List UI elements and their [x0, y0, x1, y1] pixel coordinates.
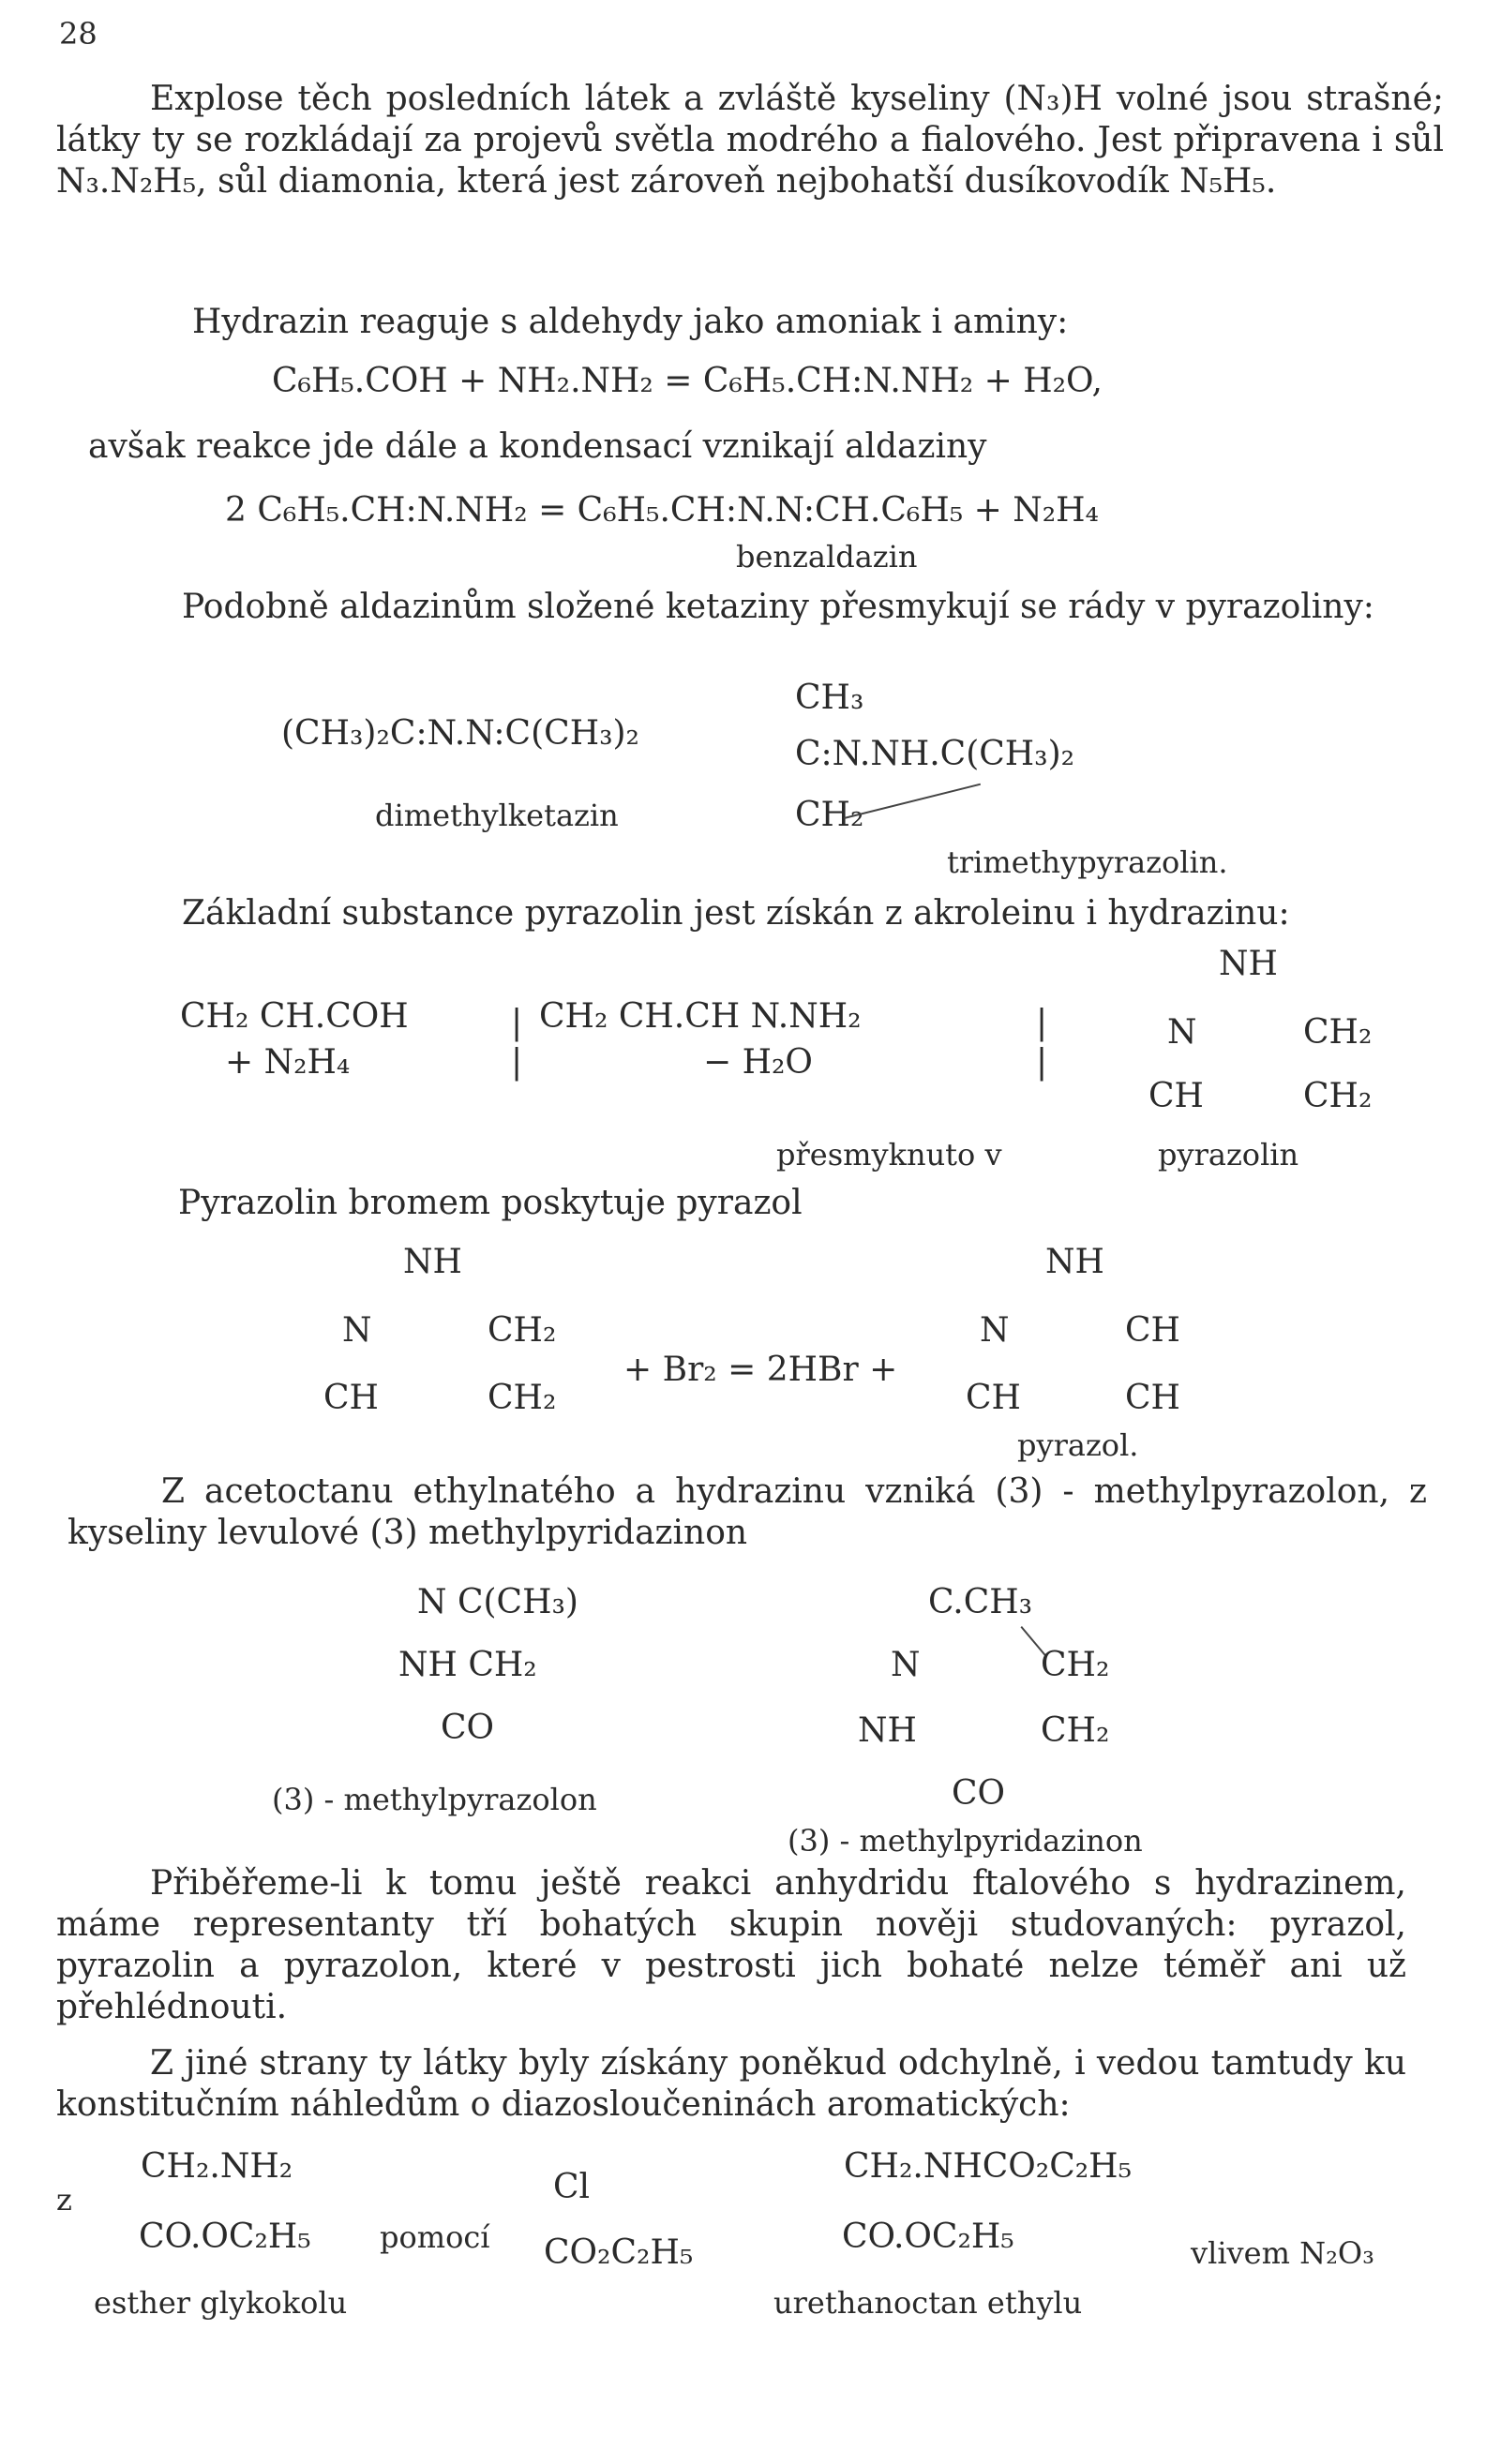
aldazin-intro: avšak reakce jde dále a kondensací vznikají aldaziny: [88, 427, 987, 466]
final-vlivem: vlivem N₂O₃: [1191, 2235, 1374, 2271]
ring-bond-line: [844, 784, 981, 819]
urethan-row-1: CH₂.NHCO₂C₂H₅: [844, 2147, 1133, 2186]
paragraph-ftalovy-text: Přiběřeme-li k tomu ještě reakci anhydridu ftalového s hydrazinem, máme representanty tří bohatých skupin nověji studovaných: pyrazol, pyrazolin a pyrazolon, které v pestrosti jich bohaté nelze téměř ani už přehlédnouti.: [56, 1864, 1406, 2026]
ester-row-2: CO.OC₂H₅: [139, 2218, 311, 2256]
label-presmyknuto: přesmyknuto v: [776, 1137, 1002, 1172]
left-ring-ch2-b: CH₂: [488, 1379, 557, 1417]
label-dimethylketazin: dimethylketazin: [375, 798, 619, 833]
pyridazinon-nh: NH: [858, 1711, 917, 1750]
pyrazolin-n: N: [1167, 1013, 1197, 1052]
ketazin-formula: (CH₃)₂C:N.N:C(CH₃)₂: [281, 714, 639, 753]
page-number: 28: [59, 16, 98, 52]
pyrazolin-ch2-b: CH₂: [1303, 1077, 1373, 1115]
paragraph-pyrazolin-text: Základní substance pyrazolin jest získán z akroleinu i hydrazinu:: [182, 894, 1290, 933]
right-ring-ch-b: CH: [966, 1379, 1021, 1417]
paragraph-explosions-text: Explose těch posledních látek a zvláště kyseliny (N₃)H volné jsou strašné; látky ty se rozkládají za projevů světla modrého a fialového. Jest připravena i sůl N₃.N₂H₅, sůl diamonia, která jest zároveň nejbohatší dusíkovodík N₅H₅.: [56, 80, 1444, 201]
pyrazolin-ch: CH: [1148, 1077, 1204, 1115]
label-methylpyrazolon: (3) - methylpyrazolon: [272, 1782, 597, 1817]
pyrazolin-ch2: CH₂: [795, 796, 864, 834]
paragraph-diazo: [56, 2043, 1406, 2126]
pyrazolin-ch3: CH₃: [795, 679, 864, 717]
ester-row-1: CH₂.NH₂: [141, 2147, 293, 2186]
minus-water: − H₂O: [703, 1043, 813, 1082]
paragraph-ketaziny-text: Podobně aldazinům složené ketaziny přesmykují se rády v pyrazoliny:: [182, 588, 1374, 626]
left-ring-nh: NH: [403, 1243, 462, 1281]
pyridazinon-n: N: [891, 1646, 921, 1684]
right-ring-ch-c: CH: [1125, 1379, 1180, 1417]
pyridazinon-ch2-a: CH₂: [1041, 1646, 1110, 1684]
akrolein-formula: CH₂ CH.COH: [180, 997, 409, 1036]
paragraph-diazo-text: Z jiné strany ty látky byly získány poněkud odchylně, i vedou tamtudy ku konstitučním náhledům o diazosloučeninách aromatických:: [56, 2044, 1406, 2124]
pyrazolin-ring-row: C:N.NH.C(CH₃)₂: [795, 735, 1075, 773]
pyrazol-intro: Pyrazolin bromem poskytuje pyrazol: [178, 1184, 803, 1222]
pyrazolon-row-3: CO: [441, 1709, 495, 1747]
label-pyrazol: pyrazol.: [1017, 1427, 1139, 1463]
paragraph-pyrazolin: [88, 893, 1429, 934]
bracket-4: |: [1036, 1043, 1048, 1082]
label-pyrazolin: pyrazolin: [1158, 1137, 1299, 1172]
pyrazolin-nh: NH: [1219, 945, 1278, 983]
pyridazinon-co: CO: [952, 1774, 1006, 1813]
hydrazin-intro: Hydrazin reaguje s aldehydy jako amoniak i aminy:: [192, 303, 1069, 341]
equation-hydrazone: C₆H₅.COH + NH₂.NH₂ = C₆H₅.CH:N.NH₂ + H₂O,: [272, 362, 1103, 400]
label-trimethylpyrazolin: trimethypyrazolin.: [947, 844, 1228, 880]
paragraph-ketaziny: [88, 587, 1429, 628]
label-benzaldazin: benzaldazin: [736, 539, 918, 575]
akrolein-plus-hydrazin: + N₂H₄: [225, 1043, 351, 1082]
chlor-row-1: Cl: [553, 2168, 591, 2206]
bromination-reagents: + Br₂ = 2HBr +: [623, 1351, 898, 1389]
right-ring-ch-a: CH: [1125, 1311, 1180, 1350]
final-z: z: [56, 2182, 72, 2218]
equation-aldazin: 2 C₆H₅.CH:N.NH₂ = C₆H₅.CH:N.N:CH.C₆H₅ + N₂H₄: [225, 491, 1099, 530]
paragraph-pyrazolon: [68, 1471, 1427, 1554]
bracket-2: |: [511, 1043, 523, 1082]
paragraph-pyrazolon-text: Z acetoctanu ethylnatého a hydrazinu vzniká (3) - methylpyrazolon, z kyseliny levulové (3) methylpyridazinon: [68, 1472, 1427, 1552]
label-ester-glykokolu: esther glykokolu: [94, 2285, 348, 2321]
left-ring-ch: CH: [323, 1379, 379, 1417]
label-urethanoctan: urethanoctan ethylu: [773, 2285, 1083, 2321]
final-pomoci: pomocí: [380, 2219, 490, 2255]
bracket-1: |: [511, 1004, 523, 1042]
left-ring-n: N: [342, 1311, 372, 1350]
paragraph-explosions: [56, 79, 1444, 202]
paragraph-ftalovy: [56, 1863, 1406, 2028]
label-methylpyridazinon: (3) - methylpyridazinon: [788, 1823, 1143, 1859]
pyrazolon-row-1: N C(CH₃): [417, 1583, 578, 1621]
pyridazinon-ch2-b: CH₂: [1041, 1711, 1110, 1750]
pyridazinon-c-ch3: C.CH₃: [928, 1583, 1033, 1621]
intermediate-formula: CH₂ CH.CH N.NH₂: [539, 997, 862, 1036]
urethan-row-2: CO.OC₂H₅: [842, 2218, 1014, 2256]
chlor-row-2: CO₂C₂H₅: [544, 2233, 694, 2272]
bracket-3: |: [1036, 1004, 1048, 1042]
right-ring-n: N: [980, 1311, 1010, 1350]
left-ring-ch2-a: CH₂: [488, 1311, 557, 1350]
right-ring-nh: NH: [1045, 1243, 1104, 1281]
pyrazolin-ch2-a: CH₂: [1303, 1013, 1373, 1052]
pyrazolon-row-2: NH CH₂: [398, 1646, 537, 1684]
